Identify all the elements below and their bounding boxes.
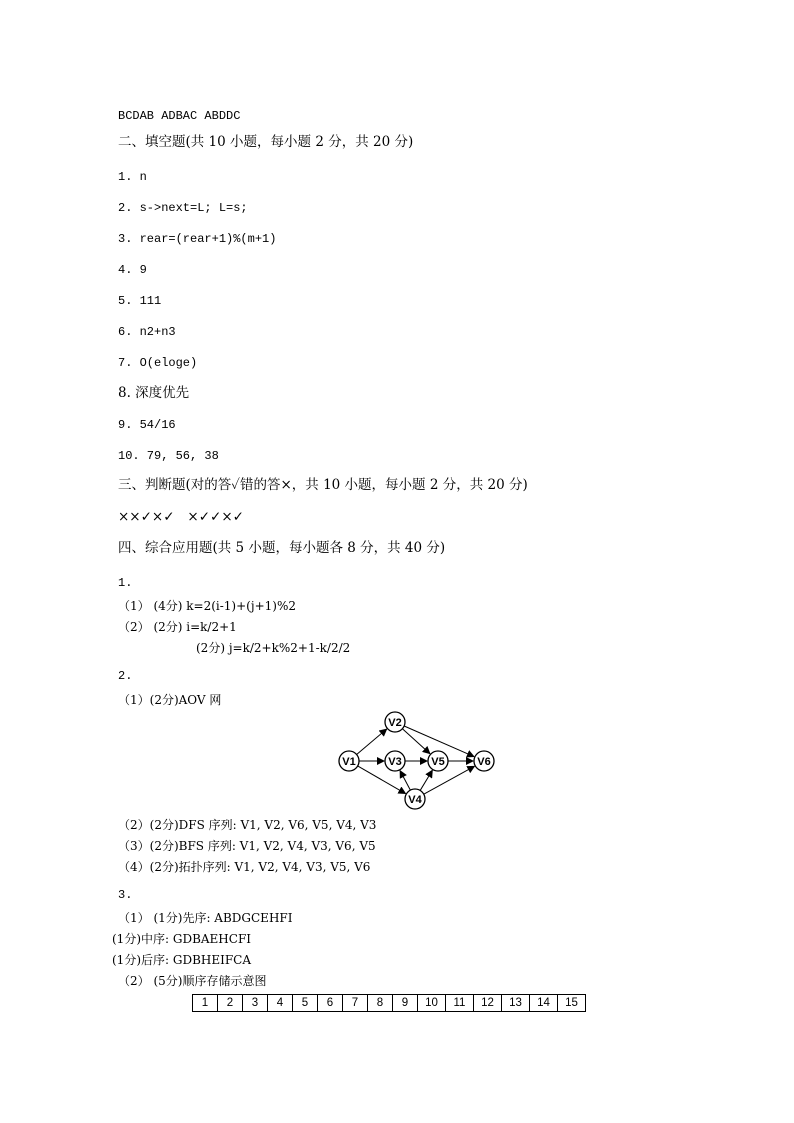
section-title-fill: 二、填空题(共 10 小题，每小题 2 分，共 20 分) <box>118 134 414 150</box>
section-title-application: 四、综合应用题(共 5 小题，每小题各 8 分，共 40 分) <box>118 540 446 556</box>
graph-edges <box>357 726 475 794</box>
fill-answer-1: 1. n <box>118 170 147 184</box>
storage-cell-15: 15 <box>558 995 586 1012</box>
storage-cell-7: 7 <box>343 995 368 1012</box>
q3-inorder: (1分)中序: GDBAEHCFI <box>112 932 252 946</box>
fill-answer-2: 2. s->next=L; L=s; <box>118 201 248 215</box>
node-v6 <box>474 751 494 771</box>
edge-V1-V2 <box>357 729 387 754</box>
q3-part2-title: （2） (5分)顺序存储示意图 <box>118 974 267 988</box>
edge-V4-V5 <box>420 770 432 790</box>
svg-text:V6: V6 <box>477 756 491 768</box>
q3-preorder: （1） (1分)先序: ABDGCEHFI <box>118 911 293 925</box>
sequential-storage-table <box>192 994 586 1012</box>
storage-cell-14: 14 <box>530 995 558 1012</box>
storage-cell-5: 5 <box>293 995 318 1012</box>
q2-part2-dfs: （2）(2分)DFS 序列: V1, V2, V6, V5, V4, V3 <box>118 818 377 832</box>
node-v2 <box>385 712 405 732</box>
svg-text:V4: V4 <box>408 794 422 806</box>
fill-answer-7: 7. O(eloge) <box>118 356 198 370</box>
edge-V4-V3 <box>400 771 410 790</box>
svg-text:V5: V5 <box>431 756 445 768</box>
storage-cell-11: 11 <box>446 995 474 1012</box>
question-3-label: 3. <box>118 888 133 902</box>
svg-text:V1: V1 <box>342 756 356 768</box>
svg-text:V3: V3 <box>388 756 402 768</box>
fill-answer-8: 8. 深度优先 <box>118 385 190 401</box>
storage-cell-12: 12 <box>474 995 502 1012</box>
q3-postorder: (1分)后序: GDBHEIFCA <box>112 953 252 967</box>
q2-part4-topo: （4）(2分)拓扑序列: V1, V2, V4, V3, V5, V6 <box>118 860 371 874</box>
storage-cell-8: 8 <box>368 995 393 1012</box>
fill-answer-5: 5. 111 <box>118 294 162 308</box>
svg-text:V2: V2 <box>388 717 402 729</box>
q1-part2-j: (2分) j=k/2+k%2+1-k/2/2 <box>196 641 351 655</box>
fill-answer-3: 3. rear=(rear+1)%(m+1) <box>118 232 277 246</box>
fill-answer-6: 6. n2+n3 <box>118 325 176 339</box>
q2-part1: （1）(2分)AOV 网 <box>118 693 222 707</box>
storage-cell-6: 6 <box>318 995 343 1012</box>
fill-answer-9: 9. 54/16 <box>118 418 176 432</box>
node-v4 <box>405 789 425 809</box>
storage-cell-9: 9 <box>393 995 418 1012</box>
q2-part3-bfs: （3）(2分)BFS 序列: V1, V2, V4, V3, V6, V5 <box>118 839 376 853</box>
question-1-label: 1. <box>118 576 133 590</box>
storage-cell-10: 10 <box>418 995 446 1012</box>
q1-part2-i: （2） (2分) i=k/2+1 <box>118 620 237 634</box>
q1-part1: （1） (4分) k=2(i-1)+(j+1)%2 <box>118 599 296 613</box>
node-v5 <box>428 751 448 771</box>
storage-cell-2: 2 <box>218 995 243 1012</box>
judge-answers: ××✓×✓ ×✓✓×✓ <box>118 509 244 525</box>
answer-line-choice: BCDAB ADBAC ABDDC <box>118 109 241 123</box>
question-2-label: 2. <box>118 669 133 683</box>
edge-V4-V6 <box>424 766 475 794</box>
edge-V2-V5 <box>402 729 429 754</box>
node-v1 <box>339 751 359 771</box>
node-v3 <box>385 751 405 771</box>
section-title-judge: 三、判断题(对的答✓错的答×，共 10 小题，每小题 2 分，共 20 分) <box>118 477 528 493</box>
fill-answer-10: 10. 79, 56, 38 <box>118 449 219 463</box>
fill-answer-4: 4. 9 <box>118 263 147 277</box>
storage-cell-4: 4 <box>268 995 293 1012</box>
storage-cell-13: 13 <box>502 995 530 1012</box>
storage-cell-3: 3 <box>243 995 268 1012</box>
storage-cell-1: 1 <box>193 995 218 1012</box>
